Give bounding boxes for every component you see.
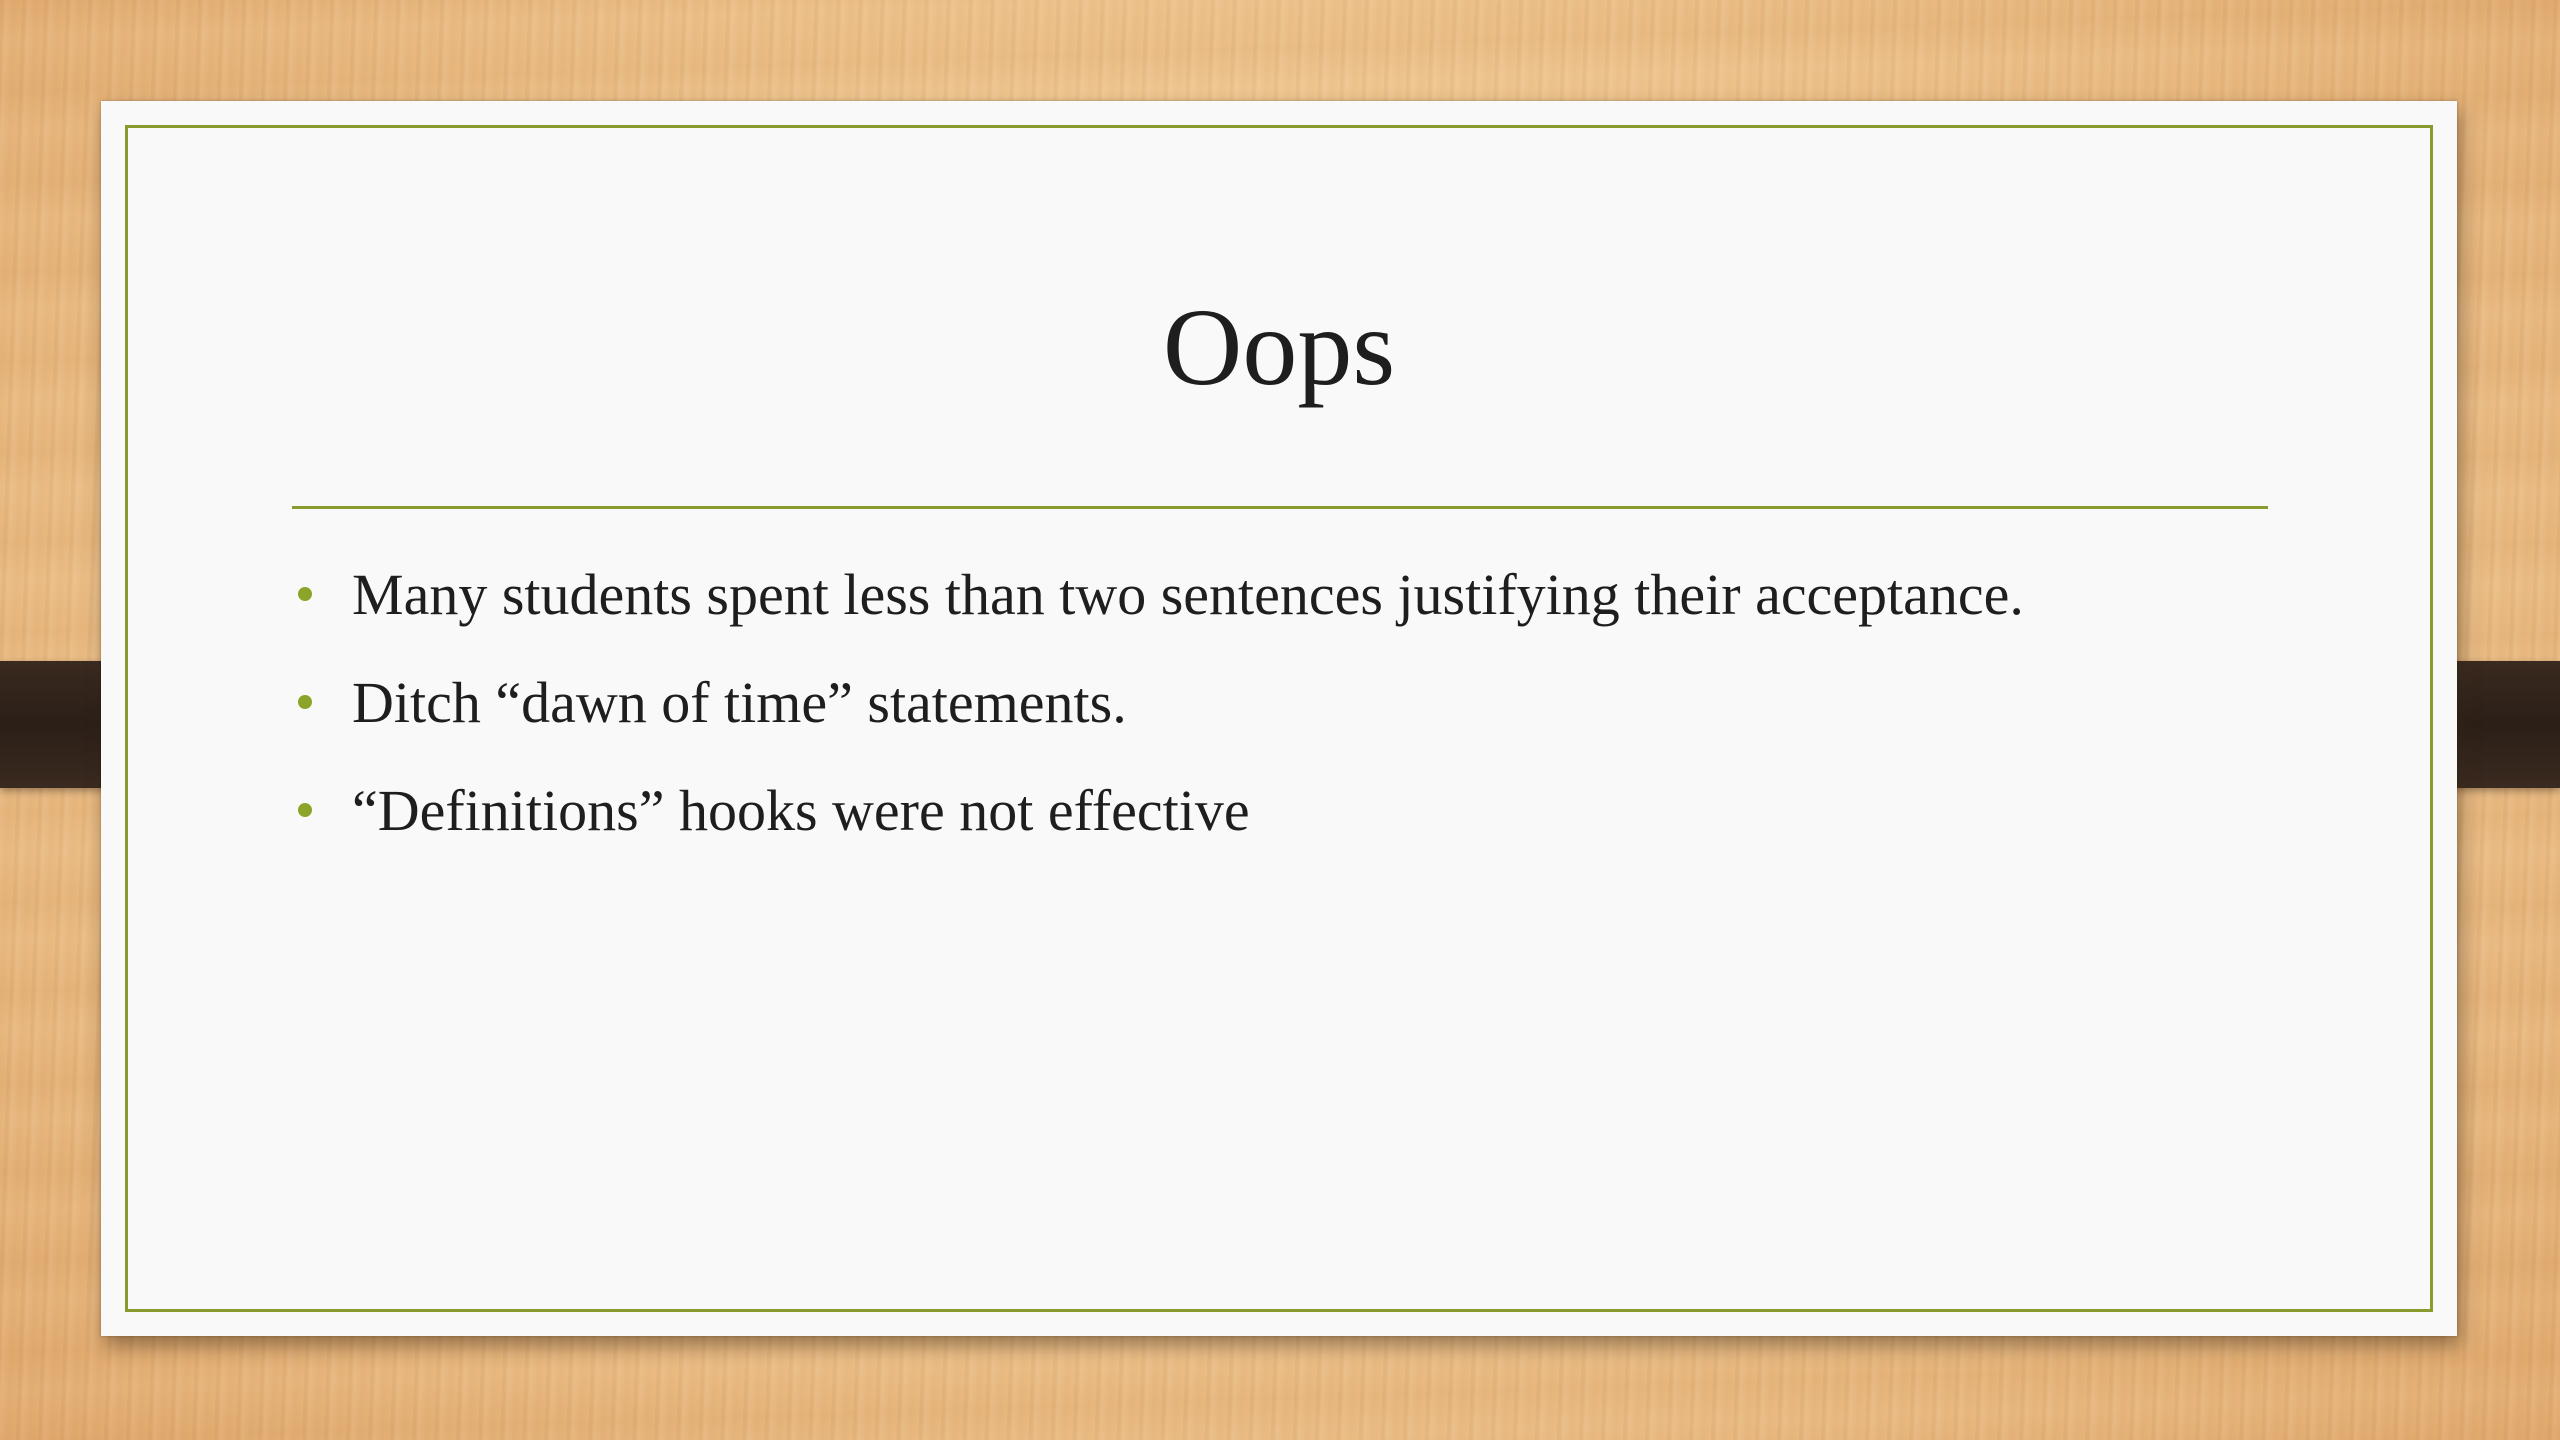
bullet-item bbox=[292, 541, 2292, 649]
bullet-item bbox=[292, 757, 2292, 865]
bullet-dot-icon bbox=[298, 587, 312, 601]
slide bbox=[101, 101, 2457, 1336]
bullet-item bbox=[292, 649, 2292, 757]
bullet-dot-icon bbox=[298, 803, 312, 817]
bullet-list bbox=[292, 541, 2292, 865]
bullet-text: Many students spent less than two sentences justifying their acceptance. bbox=[352, 562, 2024, 627]
bullet-dot-icon bbox=[298, 695, 312, 709]
bullet-text: Ditch “dawn of time” statements. bbox=[352, 670, 1127, 735]
title-divider bbox=[292, 506, 2268, 509]
bullet-text: “Definitions” hooks were not effective bbox=[352, 778, 1250, 843]
slide-title: Oops bbox=[1162, 286, 1396, 408]
